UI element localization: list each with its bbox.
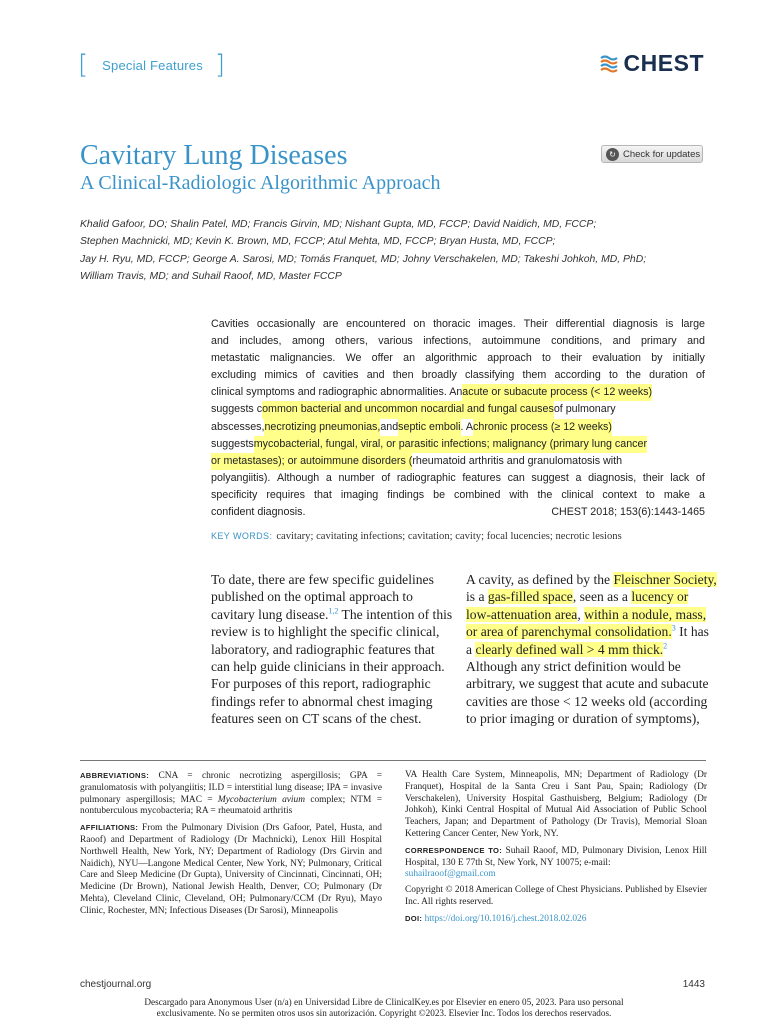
abstract-word: others, — [335, 335, 368, 348]
abbreviations — [80, 770, 382, 818]
abstract-word: imaging — [340, 488, 379, 501]
abstract-line — [211, 367, 705, 384]
abstract-word: features — [462, 471, 501, 484]
abstract-word: of — [695, 471, 705, 484]
abstract-word: Cavities — [211, 318, 250, 330]
abstract-word: their — [561, 352, 582, 365]
doi — [405, 913, 707, 926]
affiliations-continued: VA Health Care System, Minneapolis, MN; Department of Radiology (Dr Franquet), Hospital de la Santa Creu i Sant Pau, Spain; Radiology (Dr Verschakelen), University Hospital Gasthuisberg, Belgium; Radiology (Dr Johkoh), Kinki Central Hospital of Mutual Aid Association of Public School Teachers, Japan; and Department of Pathology (Dr Travis), Memorial Sloan Kettering Cancer Center, New York, NY. — [405, 770, 707, 839]
abstract-word: the — [626, 369, 641, 382]
reference-link[interactable]: 3 — [671, 623, 676, 633]
abstract-text: and — [380, 420, 399, 433]
highlight: within a nodule, mass, — [584, 606, 707, 622]
abstract-word: polyangiitis). — [211, 471, 271, 484]
abstract-word: them — [522, 369, 547, 382]
body-line: to prior imaging or duration of symptoms), — [466, 711, 700, 727]
body-line: findings refer to abnormal chest imaging — [211, 693, 433, 709]
copyright: Copyright © 2018 American College of Chest Physicians. Published by Elsevier Inc. All rights reserved. — [405, 885, 707, 907]
abstract-word: autoimmune — [481, 335, 541, 348]
abstract-word: initially — [672, 352, 705, 365]
abstract-line — [211, 419, 705, 436]
abstract-word: suggest — [531, 471, 569, 484]
abstract-word: combined — [454, 488, 501, 501]
abstract-word: an — [403, 352, 416, 365]
abbreviations-label: ABBREVIATIONS: — [80, 771, 150, 780]
correspondence — [405, 845, 707, 881]
abstract-word: by — [651, 352, 663, 365]
body-line: arbitrary, we suggest that acute and subacute — [466, 676, 709, 692]
reference-link[interactable]: 2 — [663, 641, 668, 651]
abstract-word: offer — [371, 352, 393, 365]
abstract-word: evaluation — [592, 352, 641, 365]
body-line — [466, 623, 709, 640]
body-line: laboratory, and radiographic features that — [211, 641, 435, 657]
abstract-word: then — [392, 369, 414, 382]
abstract-word: algorithmic — [425, 352, 477, 365]
abstract-text: clinical symptoms and radiographic abnormalities. An — [211, 386, 463, 399]
abstract-word: malignancies. — [269, 352, 336, 365]
abstract-word: that — [313, 488, 332, 501]
abstract — [211, 316, 705, 521]
body-text: , seen as a — [572, 589, 632, 605]
author-line: Jay H. Ryu, MD, FCCP; George A. Sarosi, MD; Tomás Franquet, MD; Johny Verschakelen, MD; Takeshi Johkoh, MD, PhD; — [80, 253, 647, 265]
highlight: Fleischner Society, — [613, 572, 717, 587]
abstract-word: the — [537, 488, 553, 501]
abstract-text: . A — [460, 420, 474, 433]
abstract-word: duration — [649, 369, 688, 382]
abstract-word: on — [413, 318, 426, 330]
abstract-word: large — [681, 318, 705, 330]
check-updates-label: Check for updates — [623, 148, 701, 160]
abstract-line — [211, 401, 705, 418]
abstract-word: specificity — [211, 488, 258, 501]
email-link[interactable]: suhailraoof@gmail.com — [405, 869, 496, 880]
abstract-word: Their — [523, 318, 548, 330]
body-text: , — [577, 606, 585, 622]
abstract-word: various — [378, 335, 413, 348]
keywords — [211, 531, 705, 542]
abstract-line — [211, 333, 705, 350]
body-line — [466, 588, 706, 605]
highlight: low-attenuation area — [466, 606, 578, 622]
body-line — [466, 571, 717, 588]
abstract-word: cavities — [322, 369, 359, 382]
abstract-word: mimics — [264, 369, 298, 382]
author-list — [80, 216, 710, 286]
abstract-text: suggests c — [211, 403, 263, 416]
abstract-word: and — [687, 335, 705, 348]
highlight: or metastases); or autoimmune disorders ( — [211, 453, 412, 470]
abstract-word: diagnosis, — [588, 471, 637, 484]
abstract-text: confident diagnosis. — [211, 506, 306, 519]
body-line: published on the optimal approach to — [211, 589, 413, 605]
body-line: Although any strict definition would be — [466, 658, 681, 674]
abstract-text: suggests — [211, 437, 254, 450]
journal-citation: CHEST 2018; 153(6):1443-1465 — [551, 506, 705, 519]
abstract-word: can — [507, 471, 525, 484]
abstract-word: are — [322, 318, 339, 330]
footnote-divider — [80, 760, 706, 761]
abstract-word: broadly — [421, 369, 457, 382]
body-line: For purposes of this report, radiographic — [211, 676, 431, 692]
correspondence-label: CORRESPONDENCE TO: — [405, 845, 503, 855]
footnotes-right — [405, 770, 707, 930]
body-line: can help guide clinicians in their approach. — [211, 658, 445, 674]
abstract-line — [211, 487, 705, 504]
doi-label: DOI: — [405, 913, 423, 923]
check-for-updates-button[interactable] — [601, 145, 703, 163]
highlight: chronic process (≥ 12 weeks) — [473, 419, 612, 436]
abbreviations-italic: Mycobacterium avium — [217, 794, 305, 805]
abstract-line — [211, 350, 705, 367]
body-line: features seen on CT scans of the chest. — [211, 711, 422, 727]
abstract-word: of — [381, 471, 391, 484]
body-line — [466, 606, 706, 623]
author-line: William Travis, MD; and Suhail Raoof, MD, Master FCCP — [80, 271, 342, 283]
abstract-line — [211, 316, 705, 333]
abstract-word: number — [338, 471, 375, 484]
body-line — [466, 641, 706, 658]
highlight: clearly defined wall > 4 mm thick. — [475, 641, 664, 657]
doi-link[interactable]: https://doi.org/10.1016/j.chest.2018.02.026 — [424, 913, 587, 924]
abstract-word: be — [433, 488, 446, 501]
body-line: To date, there are few specific guidelines — [211, 572, 434, 587]
abstract-word: of — [305, 369, 315, 382]
abstract-word: make — [663, 488, 690, 501]
body-line: cavities are those < 12 weeks old (according — [466, 693, 708, 709]
abbreviations-text: complex; NTM = nontuberculous mycobacteria; RA = rheumatoid arthritis — [80, 794, 382, 817]
abstract-word: encountered — [346, 318, 406, 330]
keywords-label: KEY WORDS: — [211, 531, 273, 541]
abstract-text: abscesses, — [211, 420, 265, 433]
body-text: The intention of this — [338, 606, 453, 622]
author-line: Stephen Machnicki, MD; Kevin K. Brown, MD, FCCP; Atul Mehta, MD, FCCP; Bryan Husta, MD, FCCP; — [80, 236, 556, 248]
abstract-word: to — [542, 352, 551, 365]
body-text: It has — [675, 624, 709, 640]
abstract-line — [211, 453, 705, 470]
abstract-line — [211, 470, 705, 487]
abstract-word: infections, — [423, 335, 472, 348]
abstract-text: rheumatoid arthritis and granulomatosis with — [412, 454, 623, 467]
keywords-text: cavitary; cavitating infections; cavitation; cavity; focal lucencies; necrotic lesions — [276, 531, 622, 542]
abbreviations-text: CNA = chronic necrotizing aspergillosis; GPA = granulomatosis with polyangiitis; ILD = interstitial lung disease; IPA = invasive pulmonary aspergillosis; MAC = — [80, 771, 382, 805]
abstract-word: context — [602, 488, 637, 501]
author-line: Khalid Gafoor, DO; Shalin Patel, MD; Francis Girvin, MD; Nishant Gupta, MD, FCCP; David Naidich, MD, FCCP; — [80, 219, 597, 230]
abstract-line — [211, 384, 705, 401]
highlight: septic emboli — [398, 419, 460, 436]
page-number: 1443 — [682, 979, 705, 990]
highlight: lucency or — [631, 589, 689, 605]
abstract-word: requires — [266, 488, 305, 501]
affiliations-label: AFFILIATIONS: — [80, 823, 139, 833]
highlight: ommon bacterial and uncommon nocardial and fungal causes — [262, 401, 554, 418]
bracket-right: ] — [214, 50, 226, 80]
abstract-line — [211, 504, 705, 521]
abstract-word: occasionally — [256, 318, 316, 330]
abstract-word: excluding — [211, 369, 257, 382]
abstract-word: radiographic — [396, 471, 456, 484]
abstract-word: approach — [487, 352, 532, 365]
abstract-word: is — [665, 318, 674, 330]
abstract-word: according — [554, 369, 601, 382]
abstract-word: includes, — [239, 335, 282, 348]
article-subtitle: A Clinical-Radiologic Algorithmic Approach — [80, 172, 441, 194]
abstract-line — [211, 436, 705, 453]
abstract-word: differential — [555, 318, 605, 330]
body-text: a — [466, 641, 476, 657]
abstract-word: Although — [277, 471, 320, 484]
affiliations — [80, 822, 382, 917]
abstract-word: images. — [478, 318, 516, 330]
article-title: Cavitary Lung Diseases — [80, 140, 348, 171]
highlight: necrotizing pneumonias, — [264, 419, 380, 436]
section-tag — [78, 52, 225, 78]
abstract-word: lack — [670, 471, 690, 484]
abstract-word: to — [645, 488, 655, 501]
body-column-left — [211, 571, 451, 728]
abstract-word: to — [608, 369, 618, 382]
logo-text: CHEST — [623, 50, 704, 76]
highlight: acute or subacute process (< 12 weeks) — [462, 384, 652, 401]
affiliations-text: From the Pulmonary Division (Drs Gafoor, Patel, Husta, and Raoof) and Department of Radiology (Dr Machnicki), Lenox Hill Hospital Northwell Health, New York, NY; Department of Radiology (Drs Girvin and Naidich), NYU—Langone Medical Center, New York, NY; Pulmonary, Critical Care and Sleep Medicine (Dr Gupta), University of Cincinnati, Cincinnati, OH; Medicine (Dr Brown), National Jewish Health, Denver, CO; Pulmonary (Dr Mehta), Cleveland Clinic, Cleveland, OH; Pulmonary/CCM (Dr Ryu), Mayo Clinic, Rochester, MN; Infectious Diseases (Dr Sarosi), Minneapolis — [80, 823, 382, 916]
abstract-word: primary — [640, 335, 677, 348]
download-notice — [0, 997, 768, 1018]
correspondence-text: Suhail Raoof, MD, Pulmonary Division, Lenox Hill Hospital, 130 E 77th St, New York, NY 10075; e-mail: — [405, 845, 707, 868]
abstract-word: with — [509, 488, 529, 501]
reference-link[interactable]: 1,2 — [328, 606, 339, 616]
abstract-word: and — [211, 335, 229, 348]
body-line — [211, 606, 451, 623]
journal-url[interactable]: chestjournal.org — [80, 979, 152, 990]
body-text: cavitary lung disease. — [211, 606, 329, 622]
abstract-word: and — [612, 335, 631, 348]
highlight: mycobacterial, fungal, viral, or parasitic infections; malignancy (primary lung cancer — [254, 436, 647, 453]
body-line: review is to highlight the specific clinical, — [211, 624, 440, 640]
highlight: or area of parenchymal consolidation. — [466, 624, 672, 640]
bracket-left: [ — [78, 50, 89, 80]
chest-logo-icon — [599, 53, 621, 75]
abstract-word: a — [575, 471, 582, 484]
abstract-word: findings — [387, 488, 425, 501]
abstract-text: of pulmonary — [553, 403, 616, 416]
abstract-word: their — [642, 471, 664, 484]
abstract-word: a — [325, 471, 332, 484]
chest-logo[interactable] — [599, 50, 704, 77]
section-label[interactable]: Special Features — [102, 57, 203, 73]
footnotes-left — [80, 770, 382, 922]
abstract-word: clinical — [561, 488, 594, 501]
abstract-word: among — [291, 335, 325, 348]
abstract-word: metastatic — [211, 352, 260, 365]
abstract-word: of — [695, 369, 705, 382]
body-column-right — [466, 571, 717, 728]
highlight: gas-filled space — [487, 589, 573, 605]
download-line: exclusivamente. No se permiten otros usos sin autorización. Copyright ©2023. Elsevier Inc. Todos los derechos reservados. — [156, 1007, 612, 1018]
abstract-word: a — [698, 488, 705, 501]
body-text: is a — [466, 589, 488, 605]
abstract-word: thoracic — [433, 318, 471, 330]
abstract-word: We — [345, 352, 362, 365]
refresh-icon: ↻ — [606, 148, 619, 161]
download-line: Descargado para Anonymous User (n/a) en Universidad Libre de ClinicalKey.es por Elsevier en enero 05, 2023. Para uso personal — [144, 997, 624, 1007]
abstract-word: diagnosis — [612, 318, 658, 330]
abstract-word: classifying — [465, 369, 515, 382]
abstract-word: conditions, — [551, 335, 603, 348]
body-text: A cavity, as defined by the — [466, 572, 614, 587]
abstract-word: and — [366, 369, 385, 382]
